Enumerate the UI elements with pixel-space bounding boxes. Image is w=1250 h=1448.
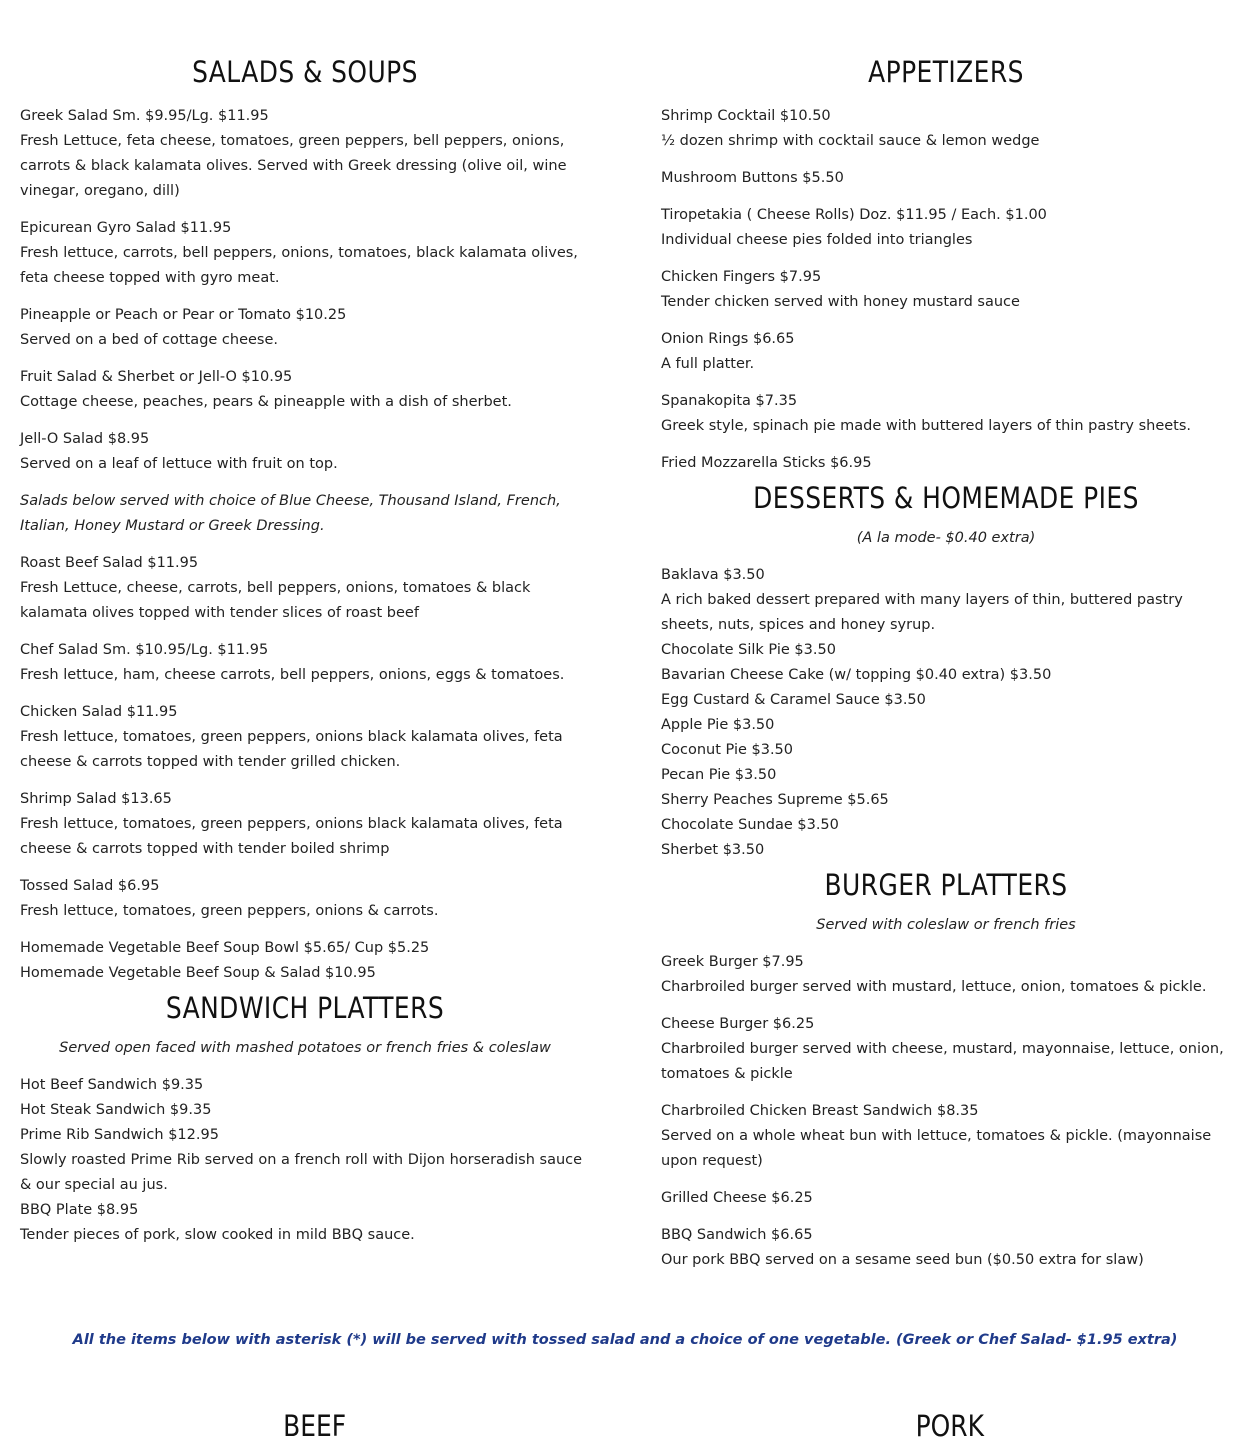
right-column [661, 50, 1231, 1285]
sandwich-list [20, 1073, 590, 1248]
item-name: Chicken Salad $11.95 [20, 704, 178, 720]
list-item: Hot Steak Sandwich $9.35 [20, 1102, 212, 1118]
item-description: Fresh lettuce, tomatoes, green peppers, onions black kalamata olives, feta cheese & carrots topped with tender grilled chicken. [20, 729, 563, 770]
dessert-list [661, 563, 1231, 863]
menu-item [661, 203, 1231, 253]
item-name: Charbroiled Chicken Breast Sandwich $8.35 [661, 1103, 979, 1119]
item-description: Individual cheese pies folded into triangles [661, 232, 973, 248]
list-item: Coconut Pie $3.50 [661, 742, 794, 758]
list-item: Sherry Peaches Supreme $5.65 [661, 792, 889, 808]
menu-item [20, 216, 590, 291]
item-name: BBQ Sandwich $6.65 [661, 1227, 813, 1243]
item-description: Served on a leaf of lettuce with fruit on top. [20, 456, 338, 472]
desserts-heading: DESSERTS & HOMEMADE PIES [753, 481, 1139, 515]
item-description: Cottage cheese, peaches, pears & pineapple with a dish of sherbet. [20, 394, 512, 410]
item-name: Tiropetakia ( Cheese Rolls) Doz. $11.95 / Each. $1.00 [661, 207, 1047, 223]
item-description: Fresh lettuce, carrots, bell peppers, onions, tomatoes, black kalamata olives, feta cheese topped with gyro meat. [20, 245, 578, 286]
item-name: Cheese Burger $6.25 [661, 1016, 815, 1032]
menu-item [20, 874, 590, 924]
list-item: Egg Custard & Caramel Sauce $3.50 [661, 692, 926, 708]
item-name: Spanakopita $7.35 [661, 393, 798, 409]
item-description: Tender chicken served with honey mustard sauce [661, 294, 1020, 310]
salads-soups-heading: SALADS & SOUPS [192, 55, 418, 89]
item-description: Fresh lettuce, tomatoes, green peppers, onions & carrots. [20, 903, 439, 919]
list-item: Pecan Pie $3.50 [661, 767, 777, 783]
item-description: Charbroiled burger served with cheese, mustard, mayonnaise, lettuce, onion, tomatoes & pickle [661, 1041, 1224, 1082]
menu-item [20, 936, 590, 986]
menu-item [20, 104, 590, 204]
item-description: A rich baked dessert prepared with many layers of thin, buttered pastry sheets, nuts, spices and honey syrup. [661, 592, 1183, 633]
menu-item [20, 303, 590, 353]
sandwich-platters-heading: SANDWICH PLATTERS [165, 991, 445, 1025]
item-description: Fresh lettuce, tomatoes, green peppers, onions black kalamata olives, feta cheese & carrots topped with tender boiled shrimp [20, 816, 563, 857]
sandwich-subtitle: Served open faced with mashed potatoes or french fries & coleslaw [59, 1040, 551, 1056]
pork-heading: PORK [915, 1409, 984, 1443]
menu-item [661, 1012, 1231, 1087]
asterisk-note: All the items below with asterisk (*) will be served with tossed salad and a choice of one vegetable. (Greek or Chef Salad- $1.95 extra) [72, 1332, 1178, 1348]
menu-item [661, 1186, 1231, 1211]
item-name: Pineapple or Peach or Pear or Tomato $10.25 [20, 307, 347, 323]
desserts-subtitle: (A la mode- $0.40 extra) [856, 530, 1036, 546]
item-description: Our pork BBQ served on a sesame seed bun ($0.50 extra for slaw) [661, 1252, 1144, 1268]
item-name: Shrimp Salad $13.65 [20, 791, 172, 807]
item-name: Fruit Salad & Sherbet or Jell-O $10.95 [20, 369, 293, 385]
burger-platters-heading: BURGER PLATTERS [824, 868, 1068, 902]
menu-item [661, 389, 1231, 439]
menu-item [661, 1223, 1231, 1273]
item-description: Charbroiled burger served with mustard, lettuce, onion, tomatoes & pickle. [661, 979, 1207, 995]
menu-item [661, 327, 1231, 377]
item-name: Tossed Salad $6.95 [20, 878, 160, 894]
left-column [20, 50, 590, 1248]
menu-item [20, 787, 590, 862]
soup-salad: Homemade Vegetable Beef Soup & Salad $10.95 [20, 965, 376, 981]
item-description: A full platter. [661, 356, 755, 372]
item-name: Greek Burger $7.95 [661, 954, 804, 970]
menu-item [661, 104, 1231, 154]
item-name: Chicken Fingers $7.95 [661, 269, 822, 285]
item-description: Served on a bed of cottage cheese. [20, 332, 279, 348]
item-description: Fresh Lettuce, cheese, carrots, bell peppers, onions, tomatoes & black kalamata olives topped with tender slices of roast beef [20, 580, 531, 621]
menu-item [20, 427, 590, 477]
item-description: Fresh lettuce, ham, cheese carrots, bell peppers, onions, eggs & tomatoes. [20, 667, 565, 683]
menu-item [661, 1099, 1231, 1174]
item-name: Onion Rings $6.65 [661, 331, 795, 347]
list-item: Chocolate Silk Pie $3.50 [661, 642, 836, 658]
item-description: Fresh Lettuce, feta cheese, tomatoes, green peppers, bell peppers, onions, carrots & black kalamata olives. Served with Greek dressing (olive oil, wine vinegar, oregano, dill) [20, 133, 567, 199]
beef-heading: BEEF [283, 1409, 347, 1443]
list-item: Prime Rib Sandwich $12.95 [20, 1127, 219, 1143]
list-item: Hot Beef Sandwich $9.35 [20, 1077, 204, 1093]
list-item: Sherbet $3.50 [661, 842, 765, 858]
menu-item [661, 950, 1231, 1000]
item-name: Fried Mozzarella Sticks $6.95 [661, 455, 872, 471]
menu-item [20, 638, 590, 688]
item-description: ½ dozen shrimp with cocktail sauce & lemon wedge [661, 133, 1040, 149]
item-description: Greek style, spinach pie made with buttered layers of thin pastry sheets. [661, 418, 1192, 434]
item-description: Served on a whole wheat bun with lettuce, tomatoes & pickle. (mayonnaise upon request) [661, 1128, 1212, 1169]
menu-item [661, 166, 1231, 191]
menu-item [20, 551, 590, 626]
list-item: Bavarian Cheese Cake (w/ topping $0.40 extra) $3.50 [661, 667, 1052, 683]
list-item: Tender pieces of pork, slow cooked in mild BBQ sauce. [20, 1227, 415, 1243]
soup-bowl: Homemade Vegetable Beef Soup Bowl $5.65/ Cup $5.25 [20, 940, 430, 956]
item-name: Jell-O Salad $8.95 [20, 431, 150, 447]
item-name: Chef Salad Sm. $10.95/Lg. $11.95 [20, 642, 269, 658]
list-item: BBQ Plate $8.95 [20, 1202, 139, 1218]
menu-item [661, 451, 1231, 476]
item-name: Greek Salad Sm. $9.95/Lg. $11.95 [20, 108, 269, 124]
item-name: Shrimp Cocktail $10.50 [661, 108, 831, 124]
dressing-note: Salads below served with choice of Blue Cheese, Thousand Island, French, Italian, Honey Mustard or Greek Dressing. [20, 493, 561, 534]
list-item: Slowly roasted Prime Rib served on a french roll with Dijon horseradish sauce & our special au jus. [20, 1152, 583, 1193]
list-item: Baklava $3.50 [661, 567, 765, 583]
item-name: Epicurean Gyro Salad $11.95 [20, 220, 232, 236]
item-name: Roast Beef Salad $11.95 [20, 555, 199, 571]
menu-item [20, 700, 590, 775]
menu-item [20, 365, 590, 415]
item-name: Mushroom Buttons $5.50 [661, 170, 844, 186]
menu-item [661, 265, 1231, 315]
list-item: Chocolate Sundae $3.50 [661, 817, 839, 833]
item-name: Grilled Cheese $6.25 [661, 1190, 813, 1206]
appetizers-heading: APPETIZERS [868, 55, 1024, 89]
list-item: Apple Pie $3.50 [661, 717, 775, 733]
burger-subtitle: Served with coleslaw or french fries [816, 917, 1076, 933]
